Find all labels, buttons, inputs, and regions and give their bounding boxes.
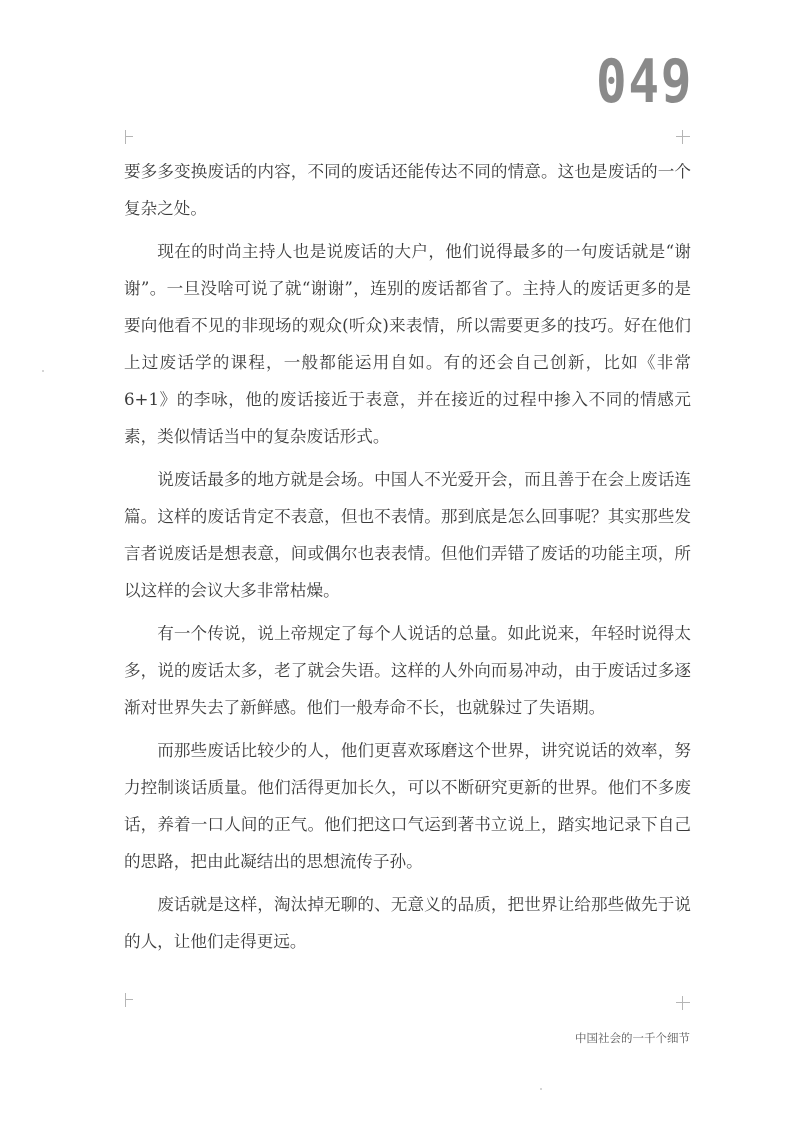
crop-mark-bottom-right xyxy=(676,996,690,1010)
paragraph: 要多多变换废话的内容，不同的废话还能传达不同的情意。这也是废话的一个复杂之处。 xyxy=(124,162,691,218)
paper-speck xyxy=(540,1088,542,1090)
paragraph: 有一个传说，说上帝规定了每个人说话的总量。如此说来，年轻时说得太多，说的废话太多，老了就会失语。这样的人外向而易冲动，由于废话过多逐渐对世界失去了新鲜感。他们一般寿命不长，也就躲过了失语期。 xyxy=(124,624,691,717)
crop-mark-top-left xyxy=(119,130,133,144)
paper-speck xyxy=(42,370,44,372)
crop-mark-top-right xyxy=(676,130,690,144)
crop-mark-bottom-left xyxy=(119,993,133,1007)
paragraph: 现在的时尚主持人也是说废话的大户，他们说得最多的一句废话就是“谢谢”。一旦没啥可说了就“谢谢”，连别的废话都省了。主持人的废话更多的是要向他看不见的非现场的观众(听众)来表情，所以需要更多的技巧。好在他们上过废话学的课程，一般都能运用自如。有的还会自己创新，比如《非常 6+1》的李咏，他的废话接近于表意，并在接近的过程中掺入不同的情感元素，类似情话当中的复杂废话形式。 xyxy=(124,242,691,446)
paragraph: 说废话最多的地方就是会场。中国人不光爱开会，而且善于在会上废话连篇。这样的废话肯定不表意，但也不表情。那到底是怎么回事呢？其实那些发言者说废话是想表意，间或偶尔也表表情。但他们弄错了废话的功能主项，所以这样的会议大多非常枯燥。 xyxy=(124,470,691,600)
running-footer: 中国社会的一千个细节 xyxy=(575,1031,690,1045)
page-number: 049 xyxy=(596,47,694,117)
body-text xyxy=(124,153,691,966)
paragraph: 而那些废话比较少的人，他们更喜欢琢磨这个世界，讲究说话的效率，努力控制谈话质量。他们活得更加长久，可以不断研究更新的世界。他们不多废话，养着一口人间的正气。他们把这口气运到著书立说上，踏实地记录下自己的思路，把由此凝结出的思想流传子孙。 xyxy=(124,741,691,871)
paragraph: 废话就是这样，淘汰掉无聊的、无意义的品质，把世界让给那些做先于说的人，让他们走得更远。 xyxy=(124,895,691,951)
